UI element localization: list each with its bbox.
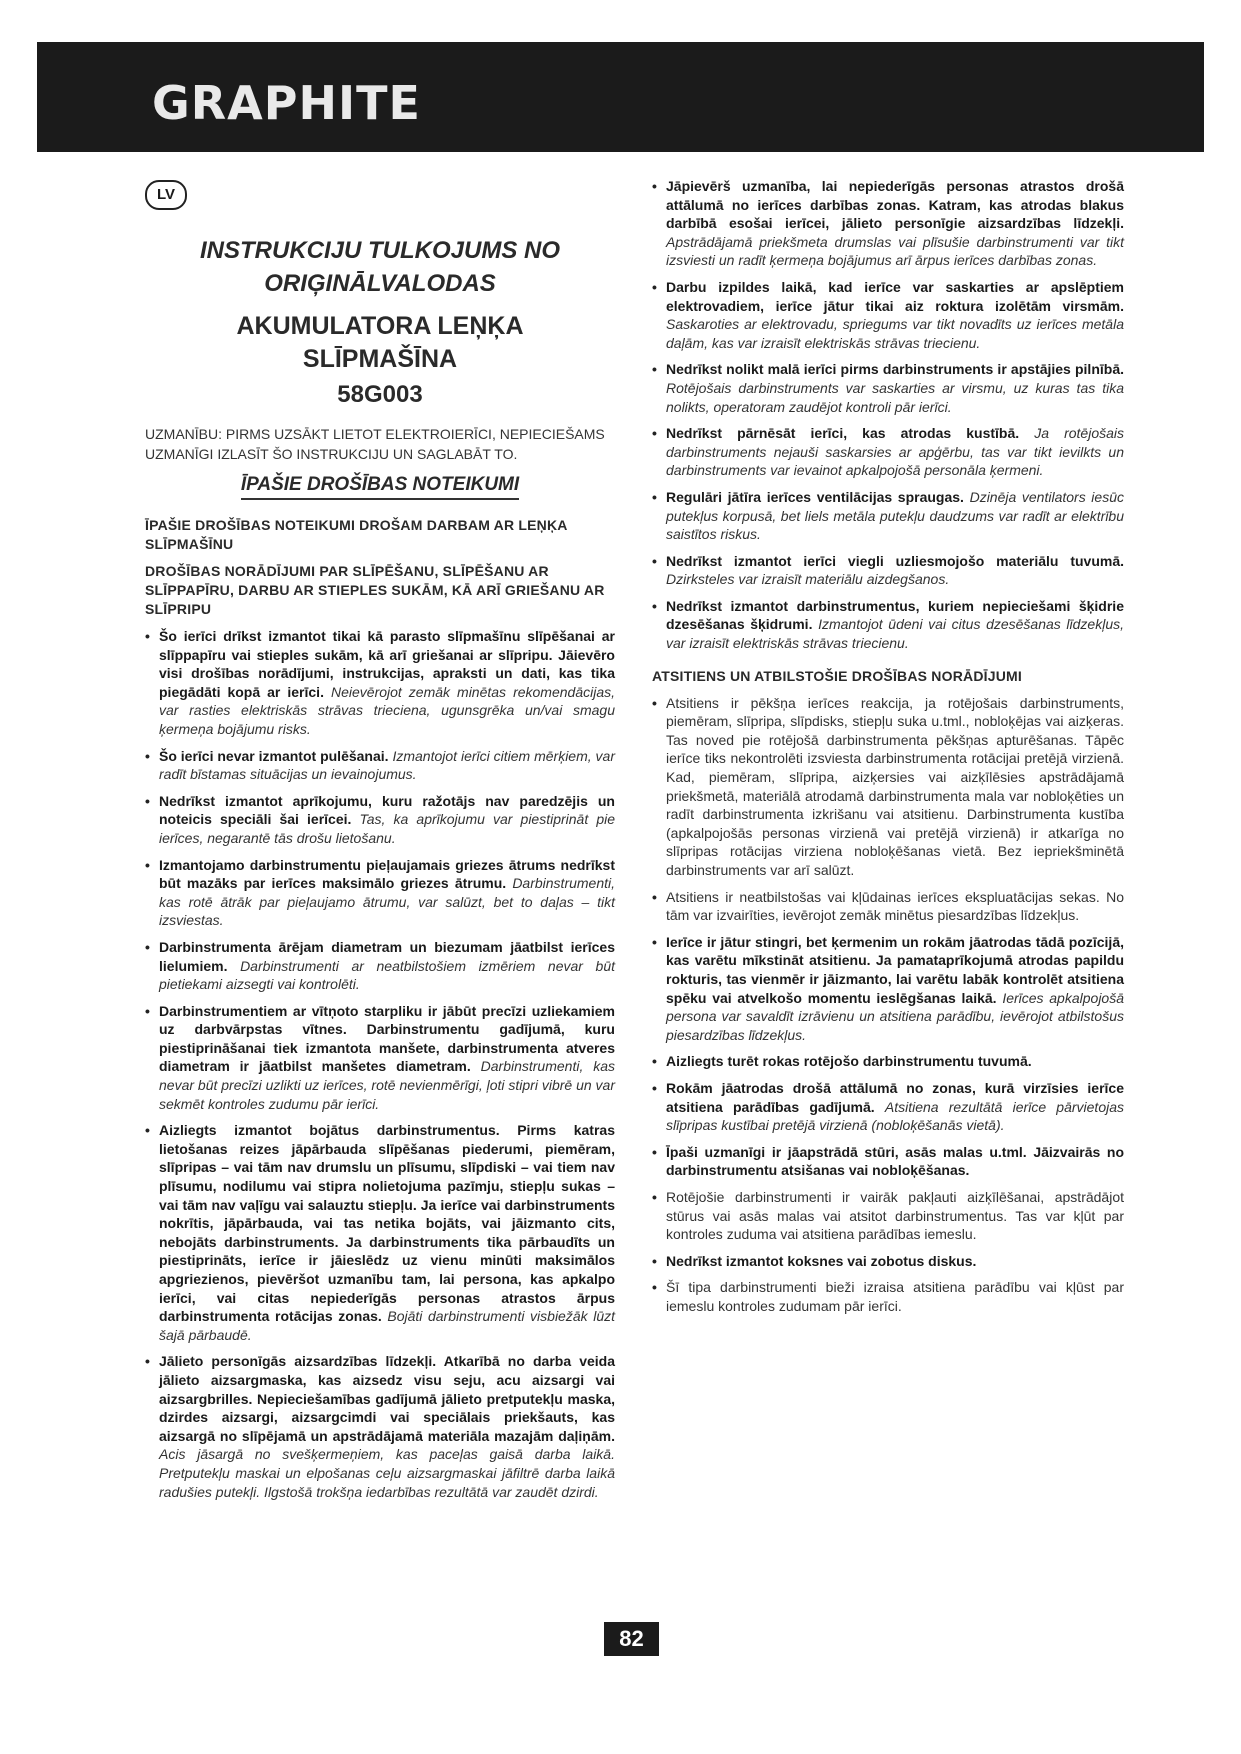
safety-item	[145, 792, 615, 848]
safety-item-italic: Apstrādājamā priekšmeta drumslas vai plīsušie darbinstrumenti var tikt izsviesti un radīt ķermeņa bojājumus arī ārpus ierīces darbības zonas.	[666, 233, 1124, 269]
safety-item	[652, 933, 1124, 1045]
translation-title	[145, 234, 615, 300]
safety-item-bold: Rokām jāatrodas drošā attālumā no zonas, kurā virzīsies ierīce atsitiena parādības gadījumā.	[666, 1079, 1124, 1115]
safety-item-bold: Ierīce ir jātur stingri, bet ķermenim un rokām jāatrodas tādā pozīcijā, kas varētu mīkstināt atsitienu. Ja pamataprīkojumā atrodas papildu rokturis, tas vienmēr ir jāizmanto, lai varētu labāk kontrolēt atsitiena spēku vai atvelkošo momentu ieslēgšanas laikā.	[666, 933, 1124, 1006]
safety-item-bold: Nedrīkst izmantot aprīkojumu, kuru ražotājs nav paredzējis un noteicis speciāli šai ierīcei.	[159, 792, 615, 828]
safety-item-text: Atsitiens ir neatbilstošas vai kļūdainas ierīces ekspluatācijas sekas. No tām var izvairīties, ievērojot zemāk minētus piesardzības līdzekļus.	[666, 888, 1124, 924]
safety-item-bold: Nedrīkst izmantot ierīci viegli uzliesmojošo materiālu tuvumā.	[666, 552, 1124, 569]
safety-item	[652, 1188, 1124, 1244]
safety-item-italic: Ierīces apkalpojošā persona var savaldīt izrāvienu un atsitiena parādību, ievērojot atbilstošus piesardzības līdzekļus.	[666, 989, 1124, 1043]
safety-item-italic: Tas, ka aprīkojumu var piestiprināt pie ierīces, negarantē tās drošu lietošanu.	[159, 811, 616, 846]
safety-item-italic: Atsitiena rezultātā ierīce pārvietojas slīpripas kustībai pretējā virzienā (nobloķēšanās vietā).	[666, 1098, 1125, 1134]
safety-item	[652, 488, 1124, 544]
safety-item	[652, 694, 1124, 880]
safety-item-bold: Aizliegts turēt rokas rotējošo darbinstrumentu tuvumā.	[666, 1053, 1032, 1070]
safety-item	[652, 177, 1124, 270]
safety-item-italic: Rotējošais darbinstruments var saskarties ar virsmu, uz kuras tas tika nolikts, operatoram zaudējot kontroli pār ierīci.	[666, 379, 1124, 415]
safety-item-italic: Acis jāsargā no svešķermeņiem, kas paceļas gaisā darba laikā. Pretputekļu maskai un elpošanas ceļu aizsargmaskai jāfiltrē darba laikā radušies putekļi. Ilgstošā trokšņa iedarbības rezultātā var zaudēt dzirdi.	[159, 1446, 615, 1500]
safety-item-bold: Nedrīkst pārnēsāt ierīci, kas atrodas kustībā.	[666, 425, 1020, 442]
model-number: 58G003	[337, 381, 423, 408]
page-number: 82	[604, 1622, 659, 1656]
translation-title-line2: ORIĢINĀLVALODAS	[264, 270, 496, 297]
language-badge: LV	[145, 180, 187, 210]
safety-item-italic: Izmantojot ūdeni vai citus dzesēšanas līdzekļus, var izraisīt elektriskās strāvas triecienu.	[666, 616, 1124, 652]
product-title-line2: SLĪPMAŠĪNA	[302, 345, 458, 373]
warning-text: UZMANĪBU: PIRMS UZSĀKT LIETOT ELEKTROIERĪCI, NEPIECIEŠAMS UZMANĪGI IZLASĪT ŠO INSTRUKCIJU UN SAGLABĀT TO.	[145, 426, 605, 462]
translation-title-line1: INSTRUKCIJU TULKOJUMS NO	[199, 237, 560, 264]
safety-item-italic: Neievērojot zemāk minētas rekomendācijas, var rasties elektriskās strāvas trieciena, ugunsgrēka un/vai smagu ķermeņa bojājumu risks.	[159, 683, 616, 737]
safety-item-italic: Saskaroties ar elektrovadu, spriegums var tikt novadīts uz ierīces metāla daļām, kas var izraisīt elektriskās strāvas triecienu.	[666, 316, 1124, 351]
product-title	[145, 310, 615, 376]
safety-item-bold: Nedrīkst izmantot koksnes vai zobotus diskus.	[666, 1252, 977, 1269]
safety-item	[145, 1121, 615, 1344]
safety-item-text: Šī tipa darbinstrumenti bieži izraisa atsitiena parādību vai kļūst par iemeslu kontroles zudumam pār ierīci.	[666, 1279, 1124, 1314]
safety-item	[652, 597, 1124, 653]
safety-item	[145, 1352, 615, 1501]
safety-item	[652, 1052, 1124, 1071]
kickback-heading: ATSITIENS UN ATBILSTOŠIE DROŠĪBAS NORĀDĪJUMI	[652, 667, 1022, 684]
safety-item-italic: Darbinstrumenti, kas nevar būt precīzi uzlikti uz ierīces, rotē nevienmērīgi, ļoti stipri vibrē un var sekmēt kontroles zudumu pār ierīci.	[159, 1058, 615, 1112]
safety-item-bold: Darbinstrumentiem ar vītņoto starpliku ir jābūt precīzi uzliekamiem uz darbvārpstas vītnes. Darbinstrumentu gadījumā, kuru piestiprināšanai tiek izmantota manšete, darbinstrumenta atveres diametram ir jāatbilst manšetes diametram.	[159, 1002, 615, 1075]
safety-item-bold: Īpaši uzmanīgi ir jāapstrādā stūri, asās malas u.tml. Jāizvairās no darbinstrumentu atsišanas vai nobloķēšanas.	[666, 1143, 1124, 1179]
safety-item	[652, 360, 1124, 416]
safety-item-text: Rotējošie darbinstrumenti ir vairāk pakļauti aizķīlēšanai, apstrādājot stūrus vai asās malas vai atsitot darbinstrumentus. Tas var kļūt par kontroles zuduma vai atsitiena parādības iemeslu.	[666, 1188, 1124, 1243]
safety-item-bold: Šo ierīci drīkst izmantot tikai kā parasto slīpmašīnu slīpēšanai ar slīppapīru vai stieples sukām, kā arī griešanai ar slīpripu. Jāievēro visi drošības norādījumi, instrukcijas, apraksti un dati, kas tika piegādāti kopā ar ierīci.	[159, 628, 615, 700]
section-title-text: ĪPAŠIE DROŠĪBAS NOTEIKUMI	[241, 474, 519, 500]
safety-item-bold: Regulāri jātīra ierīces ventilācijas spraugas.	[666, 488, 964, 505]
subheading-angle-grinder: ĪPAŠIE DROŠĪBAS NOTEIKUMI DROŠAM DARBAM AR LEŅĶA SLĪPMAŠĪNU	[145, 517, 568, 552]
safety-item-italic: Dzinēja ventilators iesūc putekļus korpusā, bet liels metāla putekļu daudzums var radīt ar elektrību saistītos riskus.	[666, 488, 1124, 543]
safety-item-bold: Jāpievērš uzmanība, lai nepiederīgās personas atrastos drošā attālumā no ierīces darbības zonas. Katram, kas atrodas blakus darbībā esošai ierīcei, jālieto personīgie aizsardzības līdzekļi.	[666, 178, 1124, 232]
left-safety-list	[145, 627, 615, 1501]
safety-item-italic: Ja rotējošais darbinstruments nejauši saskarsies ar apģērbu, tas var tikt ievilkts un darbinstruments var ievainot apkalpojošā personāla ķermeni.	[666, 425, 1125, 479]
safety-item-italic: Darbinstrumenti ar neatbilstošiem izmēriem nevar būt pietiekami aizsegti vai kontrolēti.	[159, 957, 615, 993]
safety-item	[652, 1252, 1124, 1271]
safety-item-bold: Aizliegts izmantot bojātus darbinstrumentus. Pirms katras lietošanas reizes jāpārbauda slīpēšanas piederumi, piemēram, slīpripas – vai tām nav drumslu un plīsumu, slīpdiski – vai tiem nav plīsumu, nodilumu vai stipra nolietojuma pazīmju, stiepļu sukas – vai tām nav vaļīgu vai salauztu stiepļu. Ja ierīce vai darbinstruments nokrītis, jāpārbauda, vai tas netika bojāts, vai jāizmanto cits, nebojāts darbinstruments. Ja darbinstruments tika pārbaudīts un piestiprināts, ierīce ir jāieslēdz uz vienu minūti maksimālos apgriezienos, pievēršot uzmanību tam, lai persona, kas apkalpo ierīci, vai citas nepiederīgās personas atrastos ārpus darbinstrumenta rotācijas zonas.	[159, 1122, 615, 1325]
safety-item-bold: Jālieto personīgās aizsardzības līdzekļi. Atkarībā no darba veida jālieto aizsargmaska, kas aizsedz visu seju, acu aizsargi vai aizsargbrilles. Nepieciešamības gadījumā jālieto pretputekļu maska, dzirdes aizsargi, aizsargcimdi vai speciālais priekšauts, kas aizsargā no slīpējamā un apstrādājamā materiāla mazajām daļiņām.	[159, 1353, 615, 1444]
kickback-list	[652, 694, 1124, 1316]
safety-item	[145, 856, 615, 930]
safety-item	[652, 278, 1124, 352]
section-title	[145, 474, 615, 500]
safety-item-bold: Darbu izpildes laikā, kad ierīce var saskarties ar apslēptiem elektrovadiem, ierīce jātur tikai aiz roktura izolētām virsmām.	[666, 278, 1124, 314]
safety-item-italic: Darbinstrumenti, kas rotē ātrāk par pieļaujamo ātrumu, var salūzt, bet to daļas – tikt izsviestas.	[159, 875, 616, 929]
safety-item	[145, 747, 615, 784]
safety-item	[652, 552, 1124, 589]
safety-item	[652, 424, 1124, 480]
subheading-grinding: DROŠĪBAS NORĀDĪJUMI PAR SLĪPĒŠANU, SLĪPĒŠANU AR SLĪPPAPĪRU, DARBU AR STIEPLES SUKĀM, KĀ ARĪ GRIEŠANU AR SLĪPRIPU	[145, 563, 605, 617]
safety-item	[145, 627, 615, 739]
safety-item	[652, 888, 1124, 925]
right-column	[652, 177, 1124, 1323]
safety-item-italic: Bojāti darbinstrumenti visbiežāk lūzt šajā pārbaudē.	[159, 1308, 615, 1343]
safety-item-bold: Nedrīkst nolikt malā ierīci pirms darbinstruments ir apstājies pilnībā.	[666, 361, 1124, 378]
product-title-line1: AKUMULATORA LEŅĶA	[236, 312, 524, 340]
safety-item-bold: Darbinstrumenta ārējam diametram un biezumam jāatbilst ierīces lielumiem.	[159, 938, 615, 974]
safety-item	[652, 1079, 1124, 1135]
brand-logo: GRAPHITE	[152, 76, 421, 130]
left-column	[145, 180, 615, 1509]
safety-item	[652, 1278, 1124, 1315]
header-bar	[37, 42, 1204, 152]
safety-item-bold: Nedrīkst izmantot darbinstrumentus, kuriem nepieciešami šķidrie dzesēšanas šķidrumi.	[666, 597, 1124, 633]
safety-item-bold: Izmantojamo darbinstrumentu pieļaujamais griezes ātrums nedrīkst būt mazāks par ierīces maksimālo griezes ātrumu.	[159, 856, 615, 892]
safety-item	[652, 1143, 1124, 1180]
safety-item-text: Atsitiens ir pēkšņa ierīces reakcija, ja rotējošais darbinstruments, piemēram, slīpripa, slīpdisks, stiepļu suka u.tml., nobloķējas vai aizķeras. Tas noved pie rotējošā darbinstrumenta pēkšņas apturēšanas. Tāpēc ierīce tiks nekontrolēti izsviesta darbinstrumenta rotācijai pretējā virzienā. Kad, piemēram, slīpripa, aizķersies vai aizķīlēsies apstrādājamā priekšmetā, materiālā atrodamā darbinstrumenta mala var nobloķēties un radīt darbinstrumenta izkrišanu vai atsitienu. Darbinstrumenta kustība (apkalpojošās personas virzienā vai pretējā virzienā) ir atkarīga no slīpripas rotācijas virziena nobloķēšanas vietā. Bez iepriekšminētā darbinstruments var arī salūzt.	[666, 694, 1124, 878]
safety-item-bold: Šo ierīci nevar izmantot pulēšanai.	[159, 747, 389, 764]
safety-item-italic: Dzirksteles var izraisīt materiālu aizdegšanos.	[666, 571, 950, 588]
safety-item-italic: Izmantojot ierīci citiem mērķiem, var radīt bīstamas situācijas un ievainojumus.	[159, 747, 615, 783]
safety-item	[145, 1002, 615, 1114]
right-safety-list	[652, 177, 1124, 653]
safety-item	[145, 938, 615, 994]
